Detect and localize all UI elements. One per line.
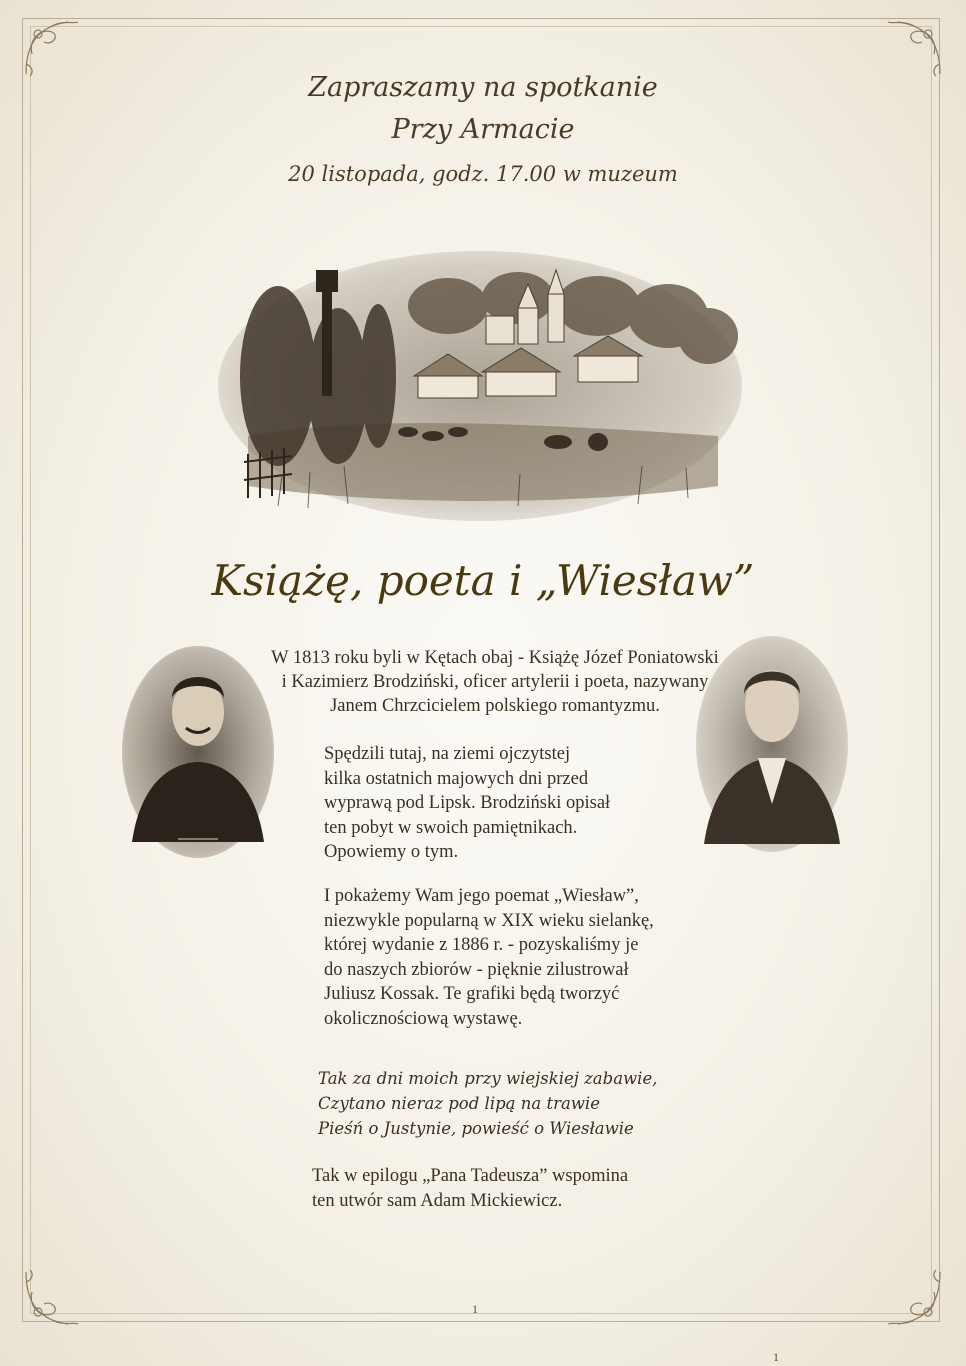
text-line: ten utwór sam Adam Mickiewicz. [312, 1190, 563, 1211]
paragraph-poem-exhibition [324, 884, 724, 1031]
text-line: niezwykle popularną w XIX wieku sielankę, [324, 910, 654, 931]
poem-line: Tak za dni moich przy wiejskiej zabawie, [318, 1069, 658, 1088]
village-landscape-engraving [218, 236, 743, 522]
page-number-secondary: 1 [773, 1350, 779, 1364]
text-line: Spędzili tutaj, na ziemi ojczytstej [324, 744, 571, 764]
text-line: Juliusz Kossak. Te grafiki będą tworzyć [324, 984, 620, 1004]
poem-quote [318, 1066, 738, 1141]
text-line: ten pobyt w swoich pamiętnikach. [324, 817, 578, 838]
text-line: do naszych zbiorów - pięknie zilustrował [324, 959, 629, 980]
event-name: Przy Armacie [391, 114, 575, 145]
text-line: której wydanie z 1886 r. - pozyskaliśmy je [324, 935, 639, 955]
text-line: i Kazimierz Brodziński, oficer artylerii i poeta, nazywany [281, 672, 709, 692]
poem-line: Czytano nieraz pod lipą na trawie [318, 1094, 600, 1113]
corner-ornament-icon [18, 1262, 88, 1332]
text-line: okolicznościową wystawę. [324, 1008, 523, 1029]
poem-line: Pieśń o Justynie, powieść o Wiesławie [318, 1119, 634, 1138]
corner-ornament-icon [878, 1262, 948, 1332]
paragraph-stay [324, 742, 724, 865]
text-line: wyprawą pod Lipsk. Brodziński opisał [324, 793, 611, 813]
text-line: Janem Chrzcicielem polskiego romantyzmu. [330, 696, 660, 716]
page-title: Książę, poeta i „Wiesław” [211, 556, 755, 605]
paragraph-epilogue [312, 1164, 712, 1213]
event-date-place: 20 listopada, godz. 17.00 w muzeum [288, 162, 678, 186]
page-number: 1 [472, 1302, 478, 1316]
text-line: kilka ostatnich majowych dni przed [324, 768, 589, 789]
text-line: W 1813 roku byli w Kętach obaj - Książę Józef Poniatowski [271, 648, 719, 668]
invitation-line: Zapraszamy na spotkanie [308, 72, 658, 103]
text-line: Tak w epilogu „Pana Tadeusza” wspomina [312, 1166, 629, 1186]
intro-paragraph [250, 646, 740, 718]
text-line: Opowiemy o tym. [324, 842, 459, 862]
text-line: I pokażemy Wam jego poemat „Wiesław”, [324, 886, 639, 906]
